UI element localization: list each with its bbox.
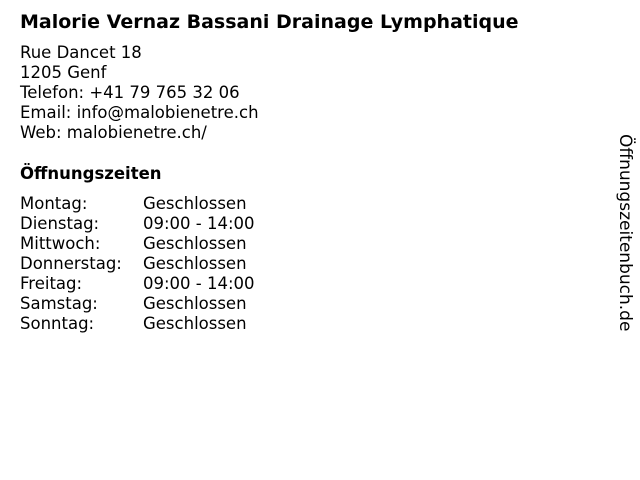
hours-row-sunday [20,314,255,334]
hours-row-saturday [20,294,255,314]
hours-day: Dienstag: [20,214,100,233]
hours-time: Geschlossen [143,294,247,313]
hours-day: Samstag: [20,294,98,313]
hours-time: 09:00 - 14:00 [143,274,255,293]
website: Web: malobienetre.ch/ [20,123,207,142]
hours-day: Montag: [20,194,88,213]
hours-time: 09:00 - 14:00 [143,214,255,233]
business-name: Malorie Vernaz Bassani Drainage Lymphatique [20,11,519,33]
hours-day: Donnerstag: [20,254,122,273]
hours-time: Geschlossen [143,314,247,333]
hours-heading: Öffnungszeiten [20,164,162,183]
address-block [20,43,259,143]
hours-time: Geschlossen [143,254,247,273]
hours-row-monday [20,194,255,214]
hours-row-tuesday [20,214,255,234]
hours-day: Freitag: [20,274,83,293]
hours-day: Sonntag: [20,314,95,333]
site-watermark: Öffnungszeitenbuch.de [615,134,635,332]
city: 1205 Genf [20,63,107,82]
hours-row-wednesday [20,234,255,254]
hours-row-friday [20,274,255,294]
email: Email: info@malobienetre.ch [20,103,259,122]
hours-table [20,194,255,334]
phone: Telefon: +41 79 765 32 06 [20,83,240,102]
hours-time: Geschlossen [143,194,247,213]
street: Rue Dancet 18 [20,43,142,62]
hours-time: Geschlossen [143,234,247,253]
hours-day: Mittwoch: [20,234,101,253]
hours-row-thursday [20,254,255,274]
